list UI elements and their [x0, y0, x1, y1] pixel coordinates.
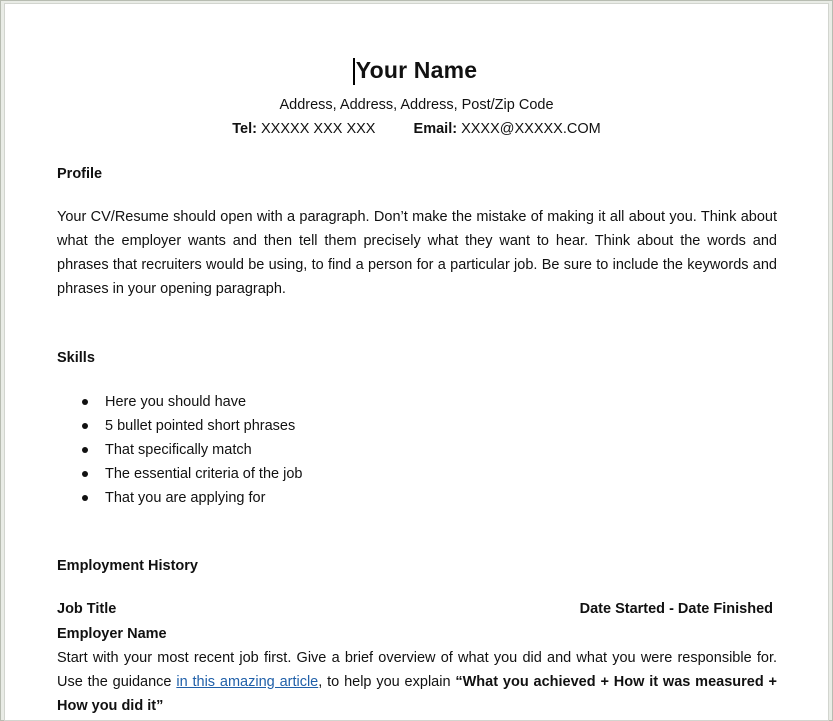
employment-text-2: , to help you explain	[318, 674, 456, 690]
profile-heading: Profile	[57, 166, 103, 182]
article-link[interactable]: in this amazing article	[176, 674, 319, 690]
job-dates: Date Started - Date Finished	[579, 601, 773, 617]
employment-paragraph	[57, 646, 777, 718]
skill-text: That specifically match	[105, 442, 252, 458]
resume-address: Address, Address, Address, Post/Zip Code	[279, 97, 554, 113]
skill-item	[80, 462, 302, 486]
skill-text: That you are applying for	[105, 490, 266, 506]
job-title: Job Title	[57, 601, 117, 617]
skills-list	[80, 390, 302, 510]
tel-value: XXXXX XXX XXX	[261, 121, 376, 137]
employment-heading: Employment History	[57, 558, 198, 574]
skills-heading: Skills	[57, 350, 95, 366]
bullet-icon	[82, 471, 88, 477]
bullet-icon	[82, 399, 88, 405]
employer-name: Employer Name	[57, 626, 167, 642]
bullet-icon	[82, 495, 88, 501]
email-label: Email:	[413, 121, 458, 137]
skill-text: Here you should have	[105, 394, 247, 410]
job-row	[57, 601, 773, 617]
skill-item	[80, 438, 302, 462]
email-value: XXXX@XXXXX.COM	[461, 121, 601, 137]
employment-emphasis: “What you achieved + How it was measured + How you did it”	[57, 674, 778, 714]
skill-item	[80, 390, 302, 414]
skill-item	[80, 414, 302, 438]
profile-paragraph: Your CV/Resume should open with a paragraph. Don’t make the mistake of making it all about you. Think about what the employer wants and then tell them precisely what they want to hear. Think about the words and phrases that recruiters would be using, to find a person for a particular job. Be sure to include the keywords and phrases in your opening paragraph.	[57, 209, 777, 297]
resume-contact	[0, 121, 833, 137]
employment-text-1: Start with your most recent job first. Give a brief overview of what you did and what you were responsible for. Use the guidance	[57, 650, 777, 690]
tel-label: Tel:	[232, 121, 257, 137]
skill-item	[80, 486, 302, 510]
bullet-icon	[82, 447, 88, 453]
skill-text: 5 bullet pointed short phrases	[105, 418, 296, 434]
resume-name: Your Name	[355, 57, 478, 83]
skill-text: The essential criteria of the job	[105, 466, 303, 482]
bullet-icon	[82, 423, 88, 429]
